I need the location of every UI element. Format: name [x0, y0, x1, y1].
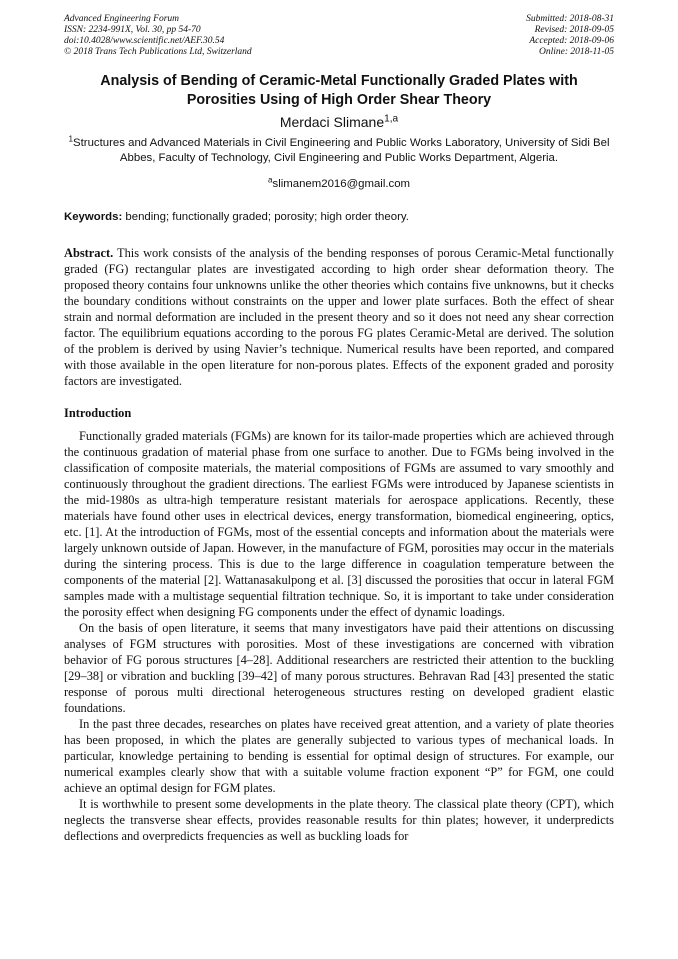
abstract-label: Abstract.	[64, 246, 114, 260]
intro-paragraph-4: It is worthwhile to present some developments in the plate theory. The classical plate theory (CPT), which neglects the transverse shear effects, provides reasonable results for thin plates; however, it underpredicts deflections and overpredicts frequencies as well as buckling loads for	[64, 797, 614, 843]
date-accepted: Accepted: 2018-09-06	[529, 36, 614, 46]
affiliation-text: Structures and Advanced Materials in Civil Engineering and Public Works Laboratory, University of Sidi Bel Abbes, Faculty of Technology, Civil Engineering and Public Works Department, Algeria.	[73, 137, 610, 164]
affiliation-superscript: 1	[68, 134, 74, 144]
journal-doi: doi:10.4028/www.scientific.net/AEF.30.54	[64, 36, 225, 46]
author-superscript: 1,a	[384, 113, 399, 125]
journal-header	[64, 14, 614, 58]
journal-info	[64, 14, 252, 58]
affiliation	[64, 136, 614, 166]
submission-dates	[526, 14, 614, 58]
intro-paragraph-1: Functionally graded materials (FGMs) are known for its tailor-made properties which are achieved through the continuous gradation of material phase from one surface to another. Due to FGMs being involved in the classification of composite materials, the material compositions of FGMs are assumed to vary smoothly and continuously throughout the gradient directions. The earliest FGMs were introduced by Japanese scientists in the mid-1980s as ultra-high temperature resistant materials for aerospace applications. Recently, these materials have found other uses in electrical devices, energy transformation, biomedical engineering, optics, etc. [1]. At the introduction of FGMs, most of the essential concepts and information about the materials were largely unknown outside of Japan. However, in the manufacture of FGM, porosities may occur in the materials during the sintering process. This is due to the large difference in coagulation temperature between the components of the material [2]. Wattanasakulpong et al. [3] discussed the porosities that occur in lateral FGM samples made with a multistage sequential filtration technique. So, it is important to take under consideration the porosity effect when designing FG components under the effect of dynamic loadings.	[64, 429, 614, 619]
abstract-text: This work consists of the analysis of the bending responses of porous Ceramic-Metal functionally graded (FG) rectangular plates are investigated according to high order shear deformation theory. The proposed theory contains four unknowns unlike the other theories which contains five unknowns, but it checks the boundary conditions without constraints on the upper and lower plate surfaces. Both the effect of shear strain and normal deformation are included in the present theory and so it does not need any shear correction factor. The equilibrium equations according to the porous FG plates Ceramic-Metal are derived. The solution of the problem is derived by using Navier’s technique. Numerical results have been reported, and compared with those available in the open literature for non-porous plates. Effects of the exponent graded and porosity factors are investigated.	[64, 246, 615, 388]
date-submitted: Submitted: 2018-08-31	[526, 14, 614, 24]
journal-copyright: © 2018 Trans Tech Publications Ltd, Switzerland	[64, 47, 252, 57]
keywords-label: Keywords:	[64, 211, 123, 223]
keywords	[64, 210, 614, 225]
paper-title: Analysis of Bending of Ceramic-Metal Functionally Graded Plates with Porosities Using of High Order Shear Theory	[100, 73, 578, 108]
author-email	[64, 177, 614, 192]
paper-page	[64, 14, 614, 844]
email-address: slimanem2016@gmail.com	[272, 178, 411, 190]
email-superscript: a	[267, 175, 273, 185]
author-name: Merdaci Slimane	[279, 114, 385, 130]
journal-name: Advanced Engineering Forum	[64, 14, 180, 24]
intro-paragraph-3: In the past three decades, researches on plates have received great attention, and a variety of plate theories has been proposed, in which the plates are generally subjected to various types of mechanical loads. In particular, knowledge pertaining to bending is essential for optimal design of structures. For example, our numerical examples clearly show that with a suitable volume fraction exponent “P” for FGM, one could achieve an optimal design for FGM plates.	[64, 717, 614, 795]
journal-issn: ISSN: 2234-991X, Vol. 30, pp 54-70	[64, 25, 201, 35]
abstract	[64, 245, 614, 389]
author-line	[64, 113, 614, 131]
keywords-text: bending; functionally graded; porosity; high order theory.	[125, 211, 409, 223]
introduction-body	[64, 428, 614, 844]
intro-paragraph-2: On the basis of open literature, it seems that many investigators have paid their attentions on discussing analyses of FGM structures with porosities. Most of these investigations are concerned with vibration behavior of FG porous structures [4–28]. Additional researchers are restricted their attention to the buckling [29–38] or vibration and buckling [39–42] of many porous structures. Behravan Rad [43] presented the static response of porous multi directional heterogeneous structures resting on developed gradient elastic foundations.	[64, 621, 614, 715]
date-online: Online: 2018-11-05	[538, 47, 614, 57]
date-revised: Revised: 2018-09-05	[534, 25, 614, 35]
introduction-heading: Introduction	[64, 406, 132, 420]
